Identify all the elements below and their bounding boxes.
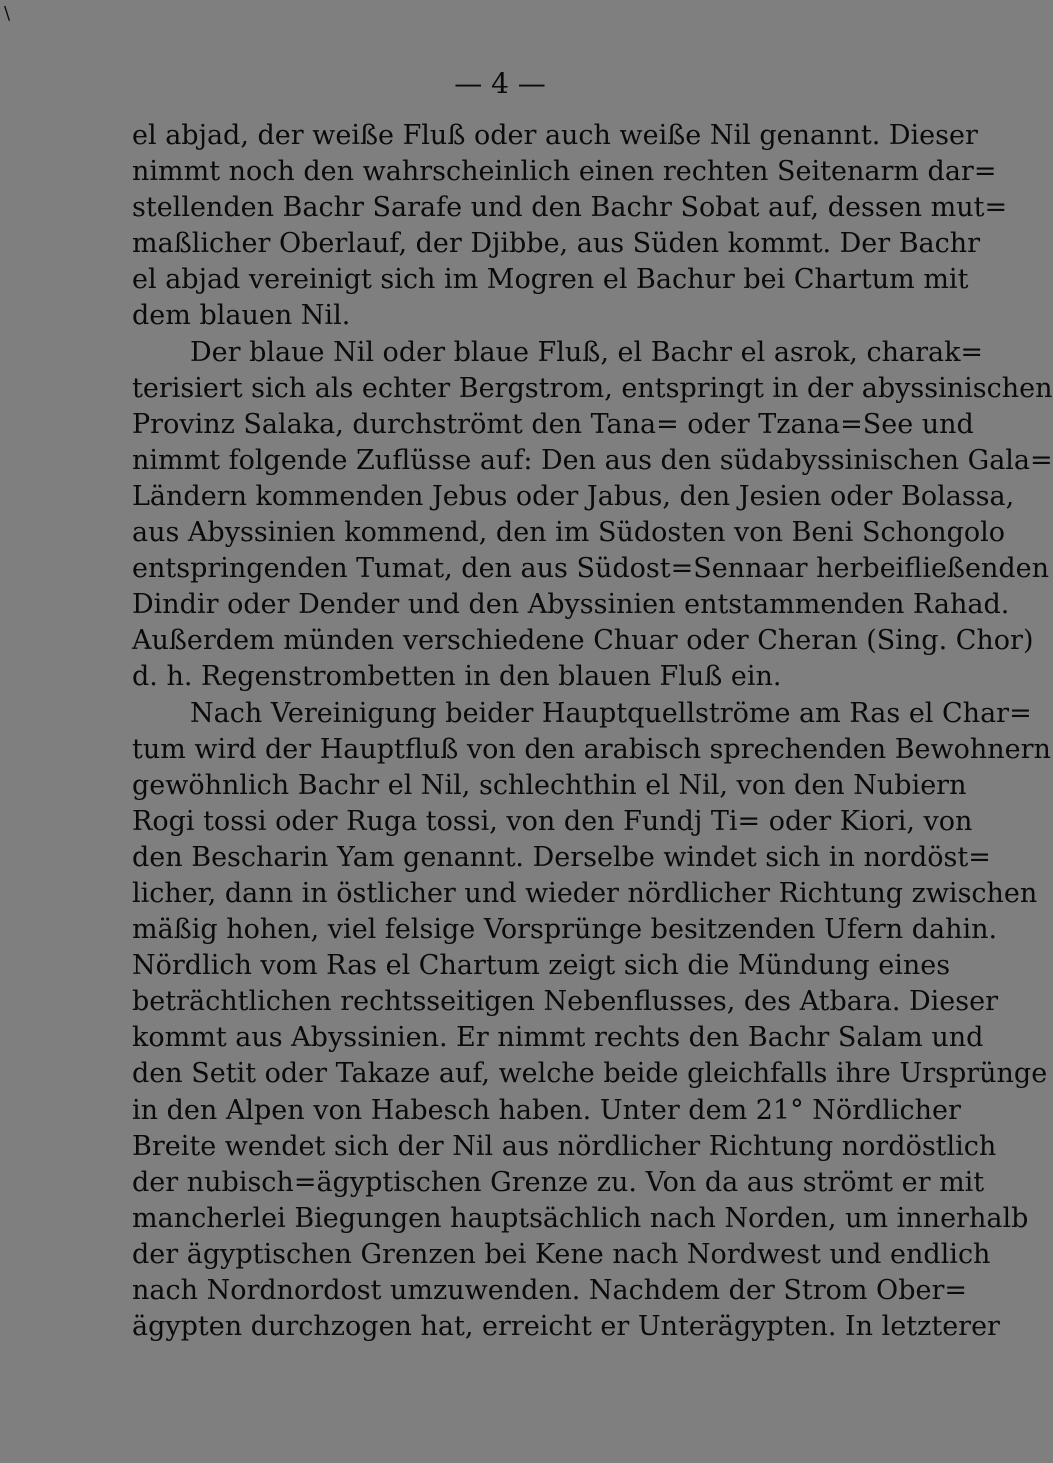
text-line: terisiert sich als echter Bergstrom, entspringt in der abyssinischen [132,372,1053,404]
text-line: den Bescharin Yam genannt. Derselbe windet sich in nordöst= [132,841,991,873]
text-line: el abjad vereinigt sich im Mogren el Bachur bei Chartum mit [132,264,969,296]
text-line: stellenden Bachr Sarafe und den Bachr Sobat auf, dessen mut= [132,192,1008,224]
text-line: ägypten durchzogen hat, erreicht er Unterägypten. In letzterer [132,1311,1000,1343]
text-line: Ländern kommenden Jebus oder Jabus, den Jesien oder Bolassa, [132,480,1015,512]
text-line: el abjad, der weiße Fluß oder auch weiße Nil genannt. Dieser [132,120,978,151]
text-line: licher, dann in östlicher und wieder nördlicher Richtung zwischen [132,877,1038,909]
text-line: entspringenden Tumat, den aus Südost=Sennaar herbeifließenden [132,553,1049,585]
corner-mark: \ [4,3,11,24]
text-line: Außerdem münden verschiedene Chuar oder Cheran (Sing. Chor) [132,625,1034,657]
text-line: dem blauen Nil. [132,300,351,332]
text-line: Nach Vereinigung beider Hauptquellströme am Ras el Char= [190,697,1032,729]
text-line: mancherlei Biegungen hauptsächlich nach Norden, um innerhalb [132,1202,1029,1234]
text-line: Provinz Salaka, durchströmt den Tana= oder Tzana=See und [132,408,974,440]
text-line: tum wird der Hauptfluß von den arabisch sprechenden Bewohnern [132,733,1051,765]
text-line: Dindir oder Dender und den Abyssinien entstammenden Rahad. [132,589,1010,621]
body-text [132,118,1053,1345]
text-line: der nubisch=ägyptischen Grenze zu. Von da aus strömt er mit [132,1166,985,1198]
text-line: aus Abyssinien kommend, den im Südosten von Beni Schongolo [132,517,1006,549]
text-line: in den Alpen von Habesch haben. Unter dem 21° Nördlicher [132,1094,961,1126]
text-line: mäßig hohen, viel felsige Vorsprünge besitzenden Ufern dahin. [132,914,998,946]
text-line: beträchtlichen rechtsseitigen Nebenflusses, des Atbara. Dieser [132,986,998,1018]
text-line: maßlicher Oberlauf, der Djibbe, aus Süden kommt. Der Bachr [132,228,981,260]
text-line: den Setit oder Takaze auf, welche beide gleichfalls ihre Ursprünge [132,1058,1048,1090]
text-line: der ägyptischen Grenzen bei Kene nach Nordwest und endlich [132,1238,991,1270]
text-line: nimmt noch den wahrscheinlich einen rechten Seitenarm dar= [132,156,997,188]
text-line: Der blaue Nil oder blaue Fluß, el Bachr el asrok, charak= [190,336,984,368]
text-line: Breite wendet sich der Nil aus nördlicher Richtung nordöstlich [132,1130,997,1162]
text-line: nimmt folgende Zuflüsse auf: Den aus den südabyssinischen Gala= [132,444,1053,476]
text-line: gewöhnlich Bachr el Nil, schlechthin el Nil, von den Nubiern [132,769,967,801]
text-line: Rogi tossi oder Ruga tossi, von den Fundj Ti= oder Kiori, von [132,805,973,837]
text-line: Nördlich vom Ras el Chartum zeigt sich die Mündung eines [132,950,951,982]
text-line: d. h. Regenstrombetten in den blauen Fluß ein. [132,661,782,693]
text-line: kommt aus Abyssinien. Er nimmt rechts den Bachr Salam und [132,1022,984,1054]
page-number: — 4 — [454,67,546,100]
text-line: nach Nordnordost umzuwenden. Nachdem der Strom Ober= [132,1275,967,1306]
